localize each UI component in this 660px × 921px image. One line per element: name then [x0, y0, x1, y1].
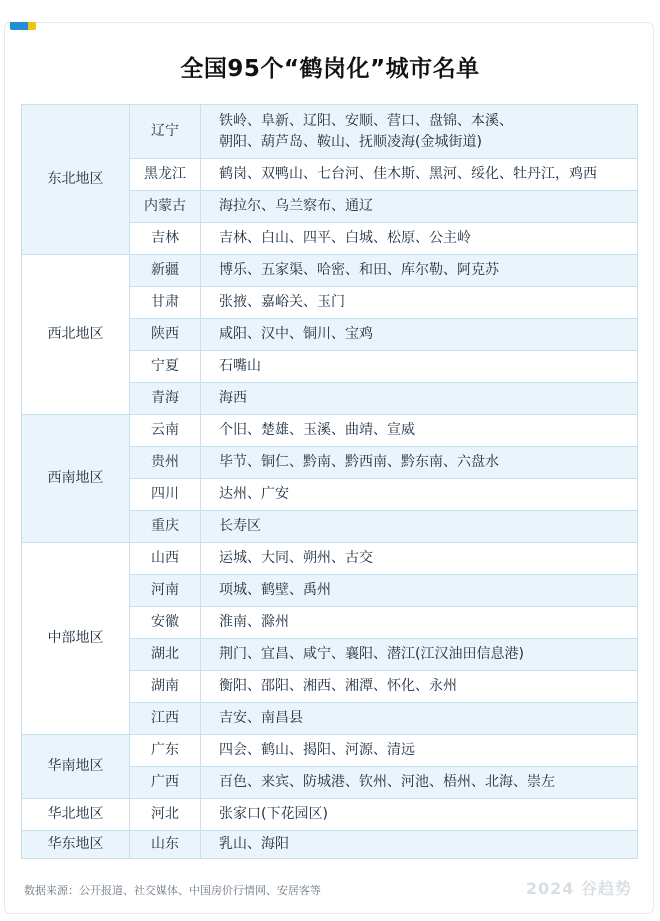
province-cell: 河北 — [130, 799, 201, 831]
province-cell: 广西 — [130, 767, 201, 799]
cities-cell: 鹤岗、双鸭山、七台河、佳木斯、黑河、绥化、牡丹江，鸡西 — [201, 159, 638, 191]
province-cell: 安徽 — [130, 607, 201, 639]
province-cell: 湖北 — [130, 639, 201, 671]
region-cell: 西北地区 — [22, 255, 130, 415]
province-cell: 青海 — [130, 383, 201, 415]
cities-cell: 衡阳、邵阳、湘西、湘潭、怀化、永州 — [201, 671, 638, 703]
province-cell: 山东 — [130, 831, 201, 859]
region-cell: 华东地区 — [22, 831, 130, 859]
table-row — [22, 415, 638, 447]
cities-cell: 石嘴山 — [201, 351, 638, 383]
province-cell: 内蒙古 — [130, 191, 201, 223]
province-cell: 新疆 — [130, 255, 201, 287]
cities-cell: 淮南、滁州 — [201, 607, 638, 639]
city-table — [21, 104, 638, 859]
cities-cell: 张掖、嘉峪关、玉门 — [201, 287, 638, 319]
province-cell: 贵州 — [130, 447, 201, 479]
province-cell: 吉林 — [130, 223, 201, 255]
province-cell: 云南 — [130, 415, 201, 447]
region-cell: 西南地区 — [22, 415, 130, 543]
province-cell: 黑龙江 — [130, 159, 201, 191]
province-cell: 山西 — [130, 543, 201, 575]
cities-cell: 项城、鹤壁、禹州 — [201, 575, 638, 607]
brand-watermark: 2024 谷趋势 — [525, 879, 632, 898]
province-cell: 陕西 — [130, 319, 201, 351]
province-cell: 四川 — [130, 479, 201, 511]
cities-cell: 博乐、五家渠、哈密、和田、库尔勒、阿克苏 — [201, 255, 638, 287]
cities-cell: 长寿区 — [201, 511, 638, 543]
province-cell: 宁夏 — [130, 351, 201, 383]
cities-cell: 毕节、铜仁、黔南、黔西南、黔东南、六盘水 — [201, 447, 638, 479]
data-source: 数据来源：公开报道、社交媒体、中国房价行情网、安居客等 — [24, 884, 321, 897]
table-row — [22, 799, 638, 831]
province-cell: 辽宁 — [130, 105, 201, 159]
table-row — [22, 735, 638, 767]
accent-bar — [10, 22, 36, 30]
table-row — [22, 105, 638, 159]
region-cell: 华北地区 — [22, 799, 130, 831]
region-cell: 中部地区 — [22, 543, 130, 735]
cities-cell: 张家口(下花园区) — [201, 799, 638, 831]
table-row — [22, 831, 638, 859]
cities-cell: 海西 — [201, 383, 638, 415]
cities-cell: 咸阳、汉中、铜川、宝鸡 — [201, 319, 638, 351]
province-cell: 甘肃 — [130, 287, 201, 319]
province-cell: 江西 — [130, 703, 201, 735]
cities-cell: 运城、大同、朔州、古交 — [201, 543, 638, 575]
cities-cell: 乳山、海阳 — [201, 831, 638, 859]
province-cell: 广东 — [130, 735, 201, 767]
cities-cell: 四会、鹤山、揭阳、河源、清远 — [201, 735, 638, 767]
region-cell: 华南地区 — [22, 735, 130, 799]
table-row — [22, 543, 638, 575]
cities-cell: 吉林、白山、四平、白城、松原、公主岭 — [201, 223, 638, 255]
province-cell: 湖南 — [130, 671, 201, 703]
cities-cell: 吉安、南昌县 — [201, 703, 638, 735]
province-cell: 河南 — [130, 575, 201, 607]
cities-cell: 荆门、宜昌、咸宁、襄阳、潜江(江汉油田信息港) — [201, 639, 638, 671]
cities-cell: 铁岭、阜新、辽阳、安顺、营口、盘锦、本溪、 朝阳、葫芦岛、鞍山、抚顺凌海(金城街道) — [201, 105, 638, 159]
cities-cell: 个旧、楚雄、玉溪、曲靖、宣威 — [201, 415, 638, 447]
page-title: 全国95个“鹤岗化”城市名单 — [180, 56, 480, 82]
region-cell: 东北地区 — [22, 105, 130, 255]
cities-cell: 海拉尔、乌兰察布、通辽 — [201, 191, 638, 223]
cities-cell: 达州、广安 — [201, 479, 638, 511]
table-row — [22, 255, 638, 287]
province-cell: 重庆 — [130, 511, 201, 543]
cities-cell: 百色、来宾、防城港、钦州、河池、梧州、北海、崇左 — [201, 767, 638, 799]
